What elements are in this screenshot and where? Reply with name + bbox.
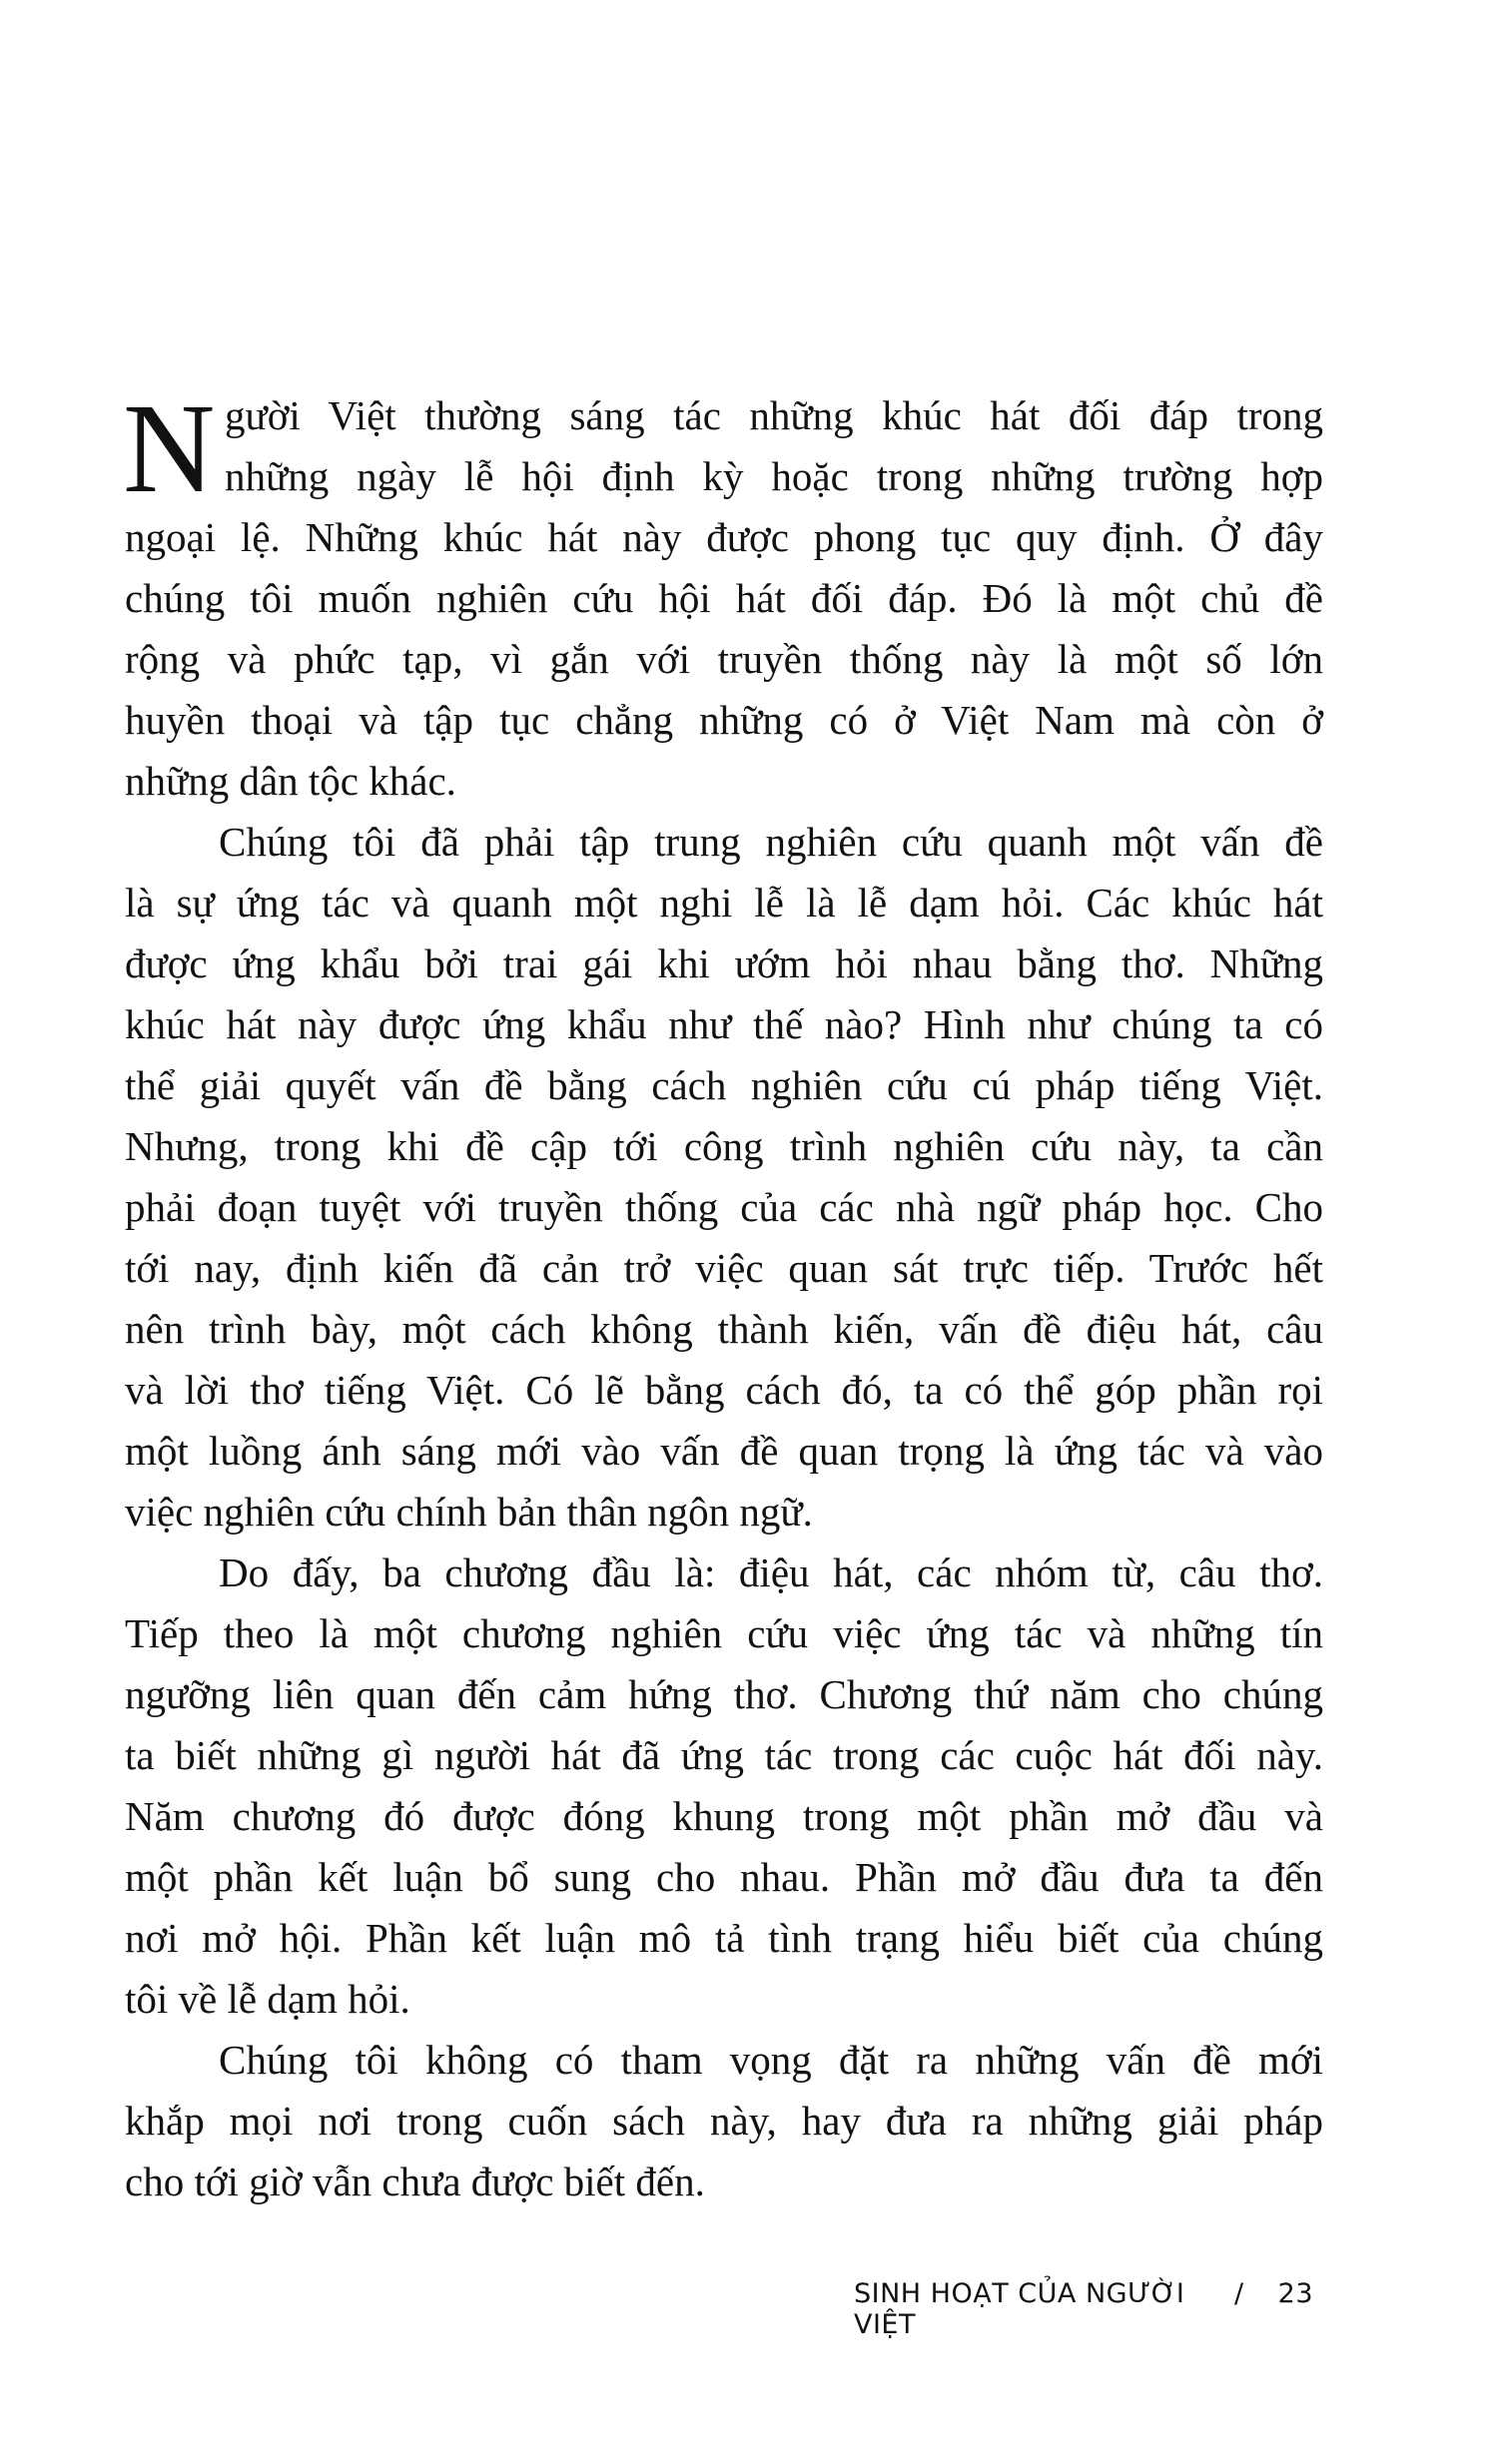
page-number: 23 [1277, 2278, 1313, 2309]
text-line: ta biết những gì người hát đã ứng tác trong các cuộc hát đối này. [125, 1732, 1323, 1778]
text-line: huyền thoại và tập tục chẳng những có ở Việt Nam mà còn ở [125, 697, 1323, 743]
body-text [123, 377, 1323, 2212]
text-line: Do đấy, ba chương đầu là: điệu hát, các nhóm từ, câu thơ. [219, 1549, 1323, 1595]
text-line: Nhưng, trong khi đề cập tới công trình nghiên cứu này, ta cần [125, 1123, 1323, 1169]
text-line: khắp mọi nơi trong cuốn sách này, hay đưa ra những giải pháp [125, 2098, 1323, 2144]
text-line: việc nghiên cứu chính bản thân ngôn ngữ. [125, 1489, 813, 1535]
text-line: gười Việt thường sáng tác những khúc hát đối đáp trong [225, 392, 1323, 438]
text-line: là sự ứng tác và quanh một nghi lễ là lễ dạm hỏi. Các khúc hát [125, 880, 1323, 925]
text-line: thể giải quyết vấn đề bằng cách nghiên cứu cú pháp tiếng Việt. [125, 1062, 1323, 1108]
footer-separator: / [1234, 2278, 1244, 2309]
text-line: những ngày lễ hội định kỳ hoặc trong những trường hợp [225, 453, 1323, 499]
text-line: nơi mở hội. Phần kết luận mô tả tình trạng hiểu biết của chúng [125, 1915, 1323, 1961]
running-title: SINH HOẠT CỦA NGƯỜI VIỆT [854, 2278, 1185, 2340]
text-line: tôi về lễ dạm hỏi. [125, 1976, 410, 2022]
page-footer [854, 2278, 1313, 2340]
text-line: tới nay, định kiến đã cản trở việc quan sát trực tiếp. Trước hết [125, 1245, 1323, 1291]
text-line: một luồng ánh sáng mới vào vấn đề quan trọng là ứng tác và vào [125, 1428, 1323, 1474]
text-line: Tiếp theo là một chương nghiên cứu việc ứng tác và những tín [125, 1610, 1323, 1656]
text-line: Năm chương đó được đóng khung trong một phần mở đầu và [125, 1793, 1323, 1839]
text-line: phải đoạn tuyệt với truyền thống của các nhà ngữ pháp học. Cho [125, 1184, 1323, 1230]
text-line: một phần kết luận bổ sung cho nhau. Phần mở đầu đưa ta đến [125, 1854, 1323, 1900]
text-line: chúng tôi muốn nghiên cứu hội hát đối đáp. Đó là một chủ đề [125, 575, 1323, 621]
text-line: cho tới giờ vẫn chưa được biết đến. [125, 2158, 705, 2204]
text-line: Chúng tôi không có tham vọng đặt ra những vấn đề mới [219, 2037, 1323, 2083]
text-line: rộng và phức tạp, vì gắn với truyền thống này là một số lớn [125, 636, 1323, 682]
text-line: và lời thơ tiếng Việt. Có lẽ bằng cách đó, ta có thể góp phần rọi [125, 1367, 1323, 1413]
text-line: khúc hát này được ứng khẩu như thế nào? Hình như chúng ta có [125, 1001, 1323, 1047]
text-line: nên trình bày, một cách không thành kiến, vấn đề điệu hát, câu [125, 1306, 1323, 1352]
text-line: những dân tộc khác. [125, 758, 456, 804]
paragraph [125, 1542, 1323, 2030]
drop-cap: N [123, 377, 216, 519]
text-line: Chúng tôi đã phải tập trung nghiên cứu quanh một vấn đề [219, 819, 1323, 865]
paragraph [125, 812, 1323, 1542]
text-line: được ứng khẩu bởi trai gái khi ướm hỏi nhau bằng thơ. Những [125, 940, 1323, 986]
text-line: ngưỡng liên quan đến cảm hứng thơ. Chương thứ năm cho chúng [125, 1671, 1323, 1717]
text-line: ngoại lệ. Những khúc hát này được phong tục quy định. Ở đây [125, 514, 1323, 560]
paragraph [123, 377, 1323, 812]
paragraph [125, 2030, 1323, 2212]
